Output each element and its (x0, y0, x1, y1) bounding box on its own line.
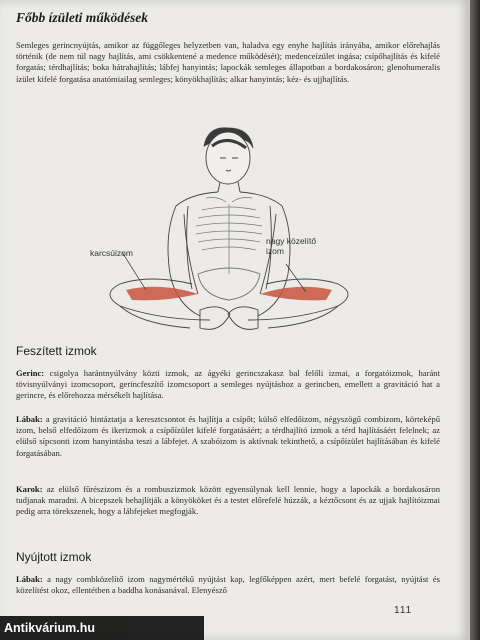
watermark-logo: Antikvárium.hu (0, 616, 204, 640)
muscle-highlight-right (260, 287, 332, 301)
label-lengthening-legs: Lábak: (16, 574, 43, 584)
label-spine: Gerinc: (16, 368, 45, 378)
label-legs: Lábak: (16, 414, 43, 424)
text-spine: csigolya harántnyúlvány közti izmok, az ágyéki gerincszakasz bal felőli izmai, a forgatóizmok, haránt tövisnyúlványi izomcsoport, gerincfeszítő izomcsoport a semleges nyújtáshoz a gerincben, emellett a gravitáció hat a gerincre, és előrehozza mérsékelt hajlítása. (16, 368, 440, 401)
anatomy-figure (80, 124, 380, 340)
label-adductor-magnus-2: izom (266, 246, 284, 256)
paragraph-legs (16, 414, 440, 459)
section-title-lengthening-muscles: Nyújtott izmok (16, 550, 92, 564)
label-adductor-magnus-1: nagy közelítő (266, 236, 317, 246)
joint-actions-paragraph: Semleges gerincnyújtás, amikor az függőleges helyzetben van, haladva egy enyhe hajlítás irányába, amikor előrehajlás történik (de nem túl nagy hajlítás, ami csökkentené a medence működését); medenceízület ingása; csípőhajlítás és kifelé forgatás; térdhajlítás; boka hátrahajlítás; lábfej hanyintás; lapockák semleges állapotban a bordakosáron; glenohumeralis ízület kifelé forgatása anatómiailag semleges; könyökhajlítás; alkar hanyintás; kéz- és ujjhajlítás. (16, 40, 440, 84)
muscle-highlight-left (126, 287, 198, 301)
text-arms: az elülső fűrészizom és a rombuszizmok között egyensúlynak kell lennie, hogy a lapockák a bordakosáron tudjanak maradni. A bicepszek behajlítják a könyököket és a testet előrefelé húzzák, a kéztőcsont és az ujjak hajlítóizmai pedig arra törekszenek, hogy a lábfejeket megfogják. (16, 484, 440, 517)
paragraph-spine (16, 368, 440, 402)
paragraph-arms (16, 484, 440, 518)
page-gutter (470, 0, 480, 640)
label-gracilis: karcsúizom (90, 248, 133, 258)
text-lengthening-legs: a nagy combközelítő izom nagymértékű nyújtást kap, legfőképpen azért, mert befelé forgatást, nyújtást és közelítést okoz, ellentétben a baddha konásanával. Elenyésző (16, 574, 440, 596)
page-number: 111 (394, 605, 413, 616)
seated-pose-illustration (80, 124, 380, 340)
section-title-joint-actions: Főbb ízületi működések (16, 10, 149, 25)
label-arms: Karok: (16, 484, 43, 494)
text-legs: a gravitáció hintáztatja a keresztcsontot és hajlítja a csípőt; külső elfedőizom, négyszögű combizom, körteképű izom, belső elfedőizom és ikerizmok a csípőízület kifelé forgatásáért; a térdhajlító izmok a térd hajlításáért felelnek; az elülső sípcsonti izom hanyintásba teszi a lábfejet. A szabóizom is aktívnak tekinthető, a csípőízület hajlításában és kifelé forgatásában. (16, 414, 440, 458)
paragraph-lengthening-legs (16, 574, 440, 596)
section-title-contracting-muscles: Feszített izmok (16, 344, 97, 358)
